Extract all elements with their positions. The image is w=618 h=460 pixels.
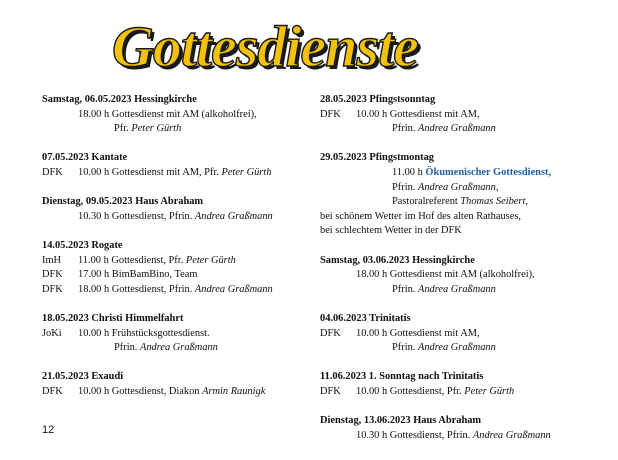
entry-heading: 29.05.2023 Pfingstmontag	[320, 152, 435, 164]
location-code: DFK	[42, 283, 63, 295]
pastor-name: Andrea Graßmann	[418, 342, 496, 354]
service-entry: 07.05.2023 Kantate DFK 10.00 h Gottesdienst mit AM, Pfr. Peter Gürth	[42, 151, 310, 180]
pastor-name: Andrea Graßmann	[194, 210, 273, 222]
entry-heading: 07.05.2023 Kantate	[42, 152, 128, 164]
service-entry: 28.05.2023 Pfingstsonntag DFK 10.00 h Gottesdienst mit AM, Pfrin. Andrea Graßmann	[320, 93, 610, 137]
entry-heading: 04.06.2023 Trinitatis	[320, 312, 411, 324]
location-code: DFK	[320, 108, 341, 120]
entry-heading: 11.06.2023 1. Sonntag nach Trinitatis	[320, 371, 484, 383]
location-code: DFK	[42, 385, 63, 397]
service-entry: 29.05.2023 Pfingstmontag 11.00 h Ökumenischer Gottesdienst, Pfrin. Andrea Graßmann, Pastoralreferent Thomas Seibert, bei schönem Wetter im Hof des alten Rathauses, bei schlechtem Wetter in der DFK	[320, 151, 610, 239]
service-entry: 11.06.2023 1. Sonntag nach Trinitatis DFK 10.00 h Gottesdienst, Pfr. Peter Gürth	[320, 370, 610, 399]
weather-note: bei schönem Wetter im Hof des alten Rathauses,	[320, 210, 521, 222]
service-entry: Dienstag, 13.06.2023 Haus Abraham 10.30 h Gottesdienst, Pfrin. Andrea Graßmann	[320, 414, 610, 443]
pastor-name: Thomas Seibert	[460, 196, 526, 208]
pastor-name: Andrea Graßmann	[418, 283, 496, 295]
page-number: 12	[42, 424, 55, 436]
location-code: ImH	[42, 254, 62, 266]
schedule-right-column	[320, 93, 610, 458]
location-code: DFK	[42, 166, 63, 178]
service-entry: Samstag, 03.06.2023 Hessingkirche 18.00 h Gottesdienst mit AM (alkoholfrei), Pfrin. Andrea Graßmann	[320, 254, 610, 298]
service-entry: 21.05.2023 Exaudi DFK 10.00 h Gottesdienst, Diakon Armin Raunigk	[42, 370, 310, 399]
pastor-name: Andrea Graßmann	[194, 283, 273, 295]
pastor-name: Peter Gürth	[221, 166, 272, 178]
pastor-name: Andrea Graßmann	[472, 429, 551, 441]
pastor-name: Peter Gürth	[464, 385, 515, 397]
service-entry: 14.05.2023 Rogate ImH 11.00 h Gottesdienst, Pfr. Peter Gürth DFK 17.00 h BimBamBino, Team DFK 18.00 h Gottesdienst, Pfrin. Andrea Graßmann	[42, 239, 310, 297]
location-code: JoKi	[42, 327, 62, 339]
service-line: 18.00 h Gottesdienst mit AM (alkoholfrei),	[78, 108, 257, 120]
service-entry: 04.06.2023 Trinitatis DFK 10.00 h Gottesdienst mit AM, Pfrin. Andrea Graßmann	[320, 312, 610, 356]
service-entry: 18.05.2023 Christi Himmelfahrt JoKi 10.00 h Frühstücksgottesdienst. Pfrin. Andrea Graßmann	[42, 312, 310, 356]
ecumenical-service-highlight: Ökumenischer Gottesdienst,	[425, 166, 552, 178]
pastor-name: Andrea Graßmann,	[418, 181, 499, 193]
location-code: DFK	[320, 385, 341, 397]
entry-heading: 18.05.2023 Christi Himmelfahrt	[42, 312, 184, 324]
pastor-name: Peter Gürth	[185, 254, 236, 266]
entry-heading: Samstag, 03.06.2023 Hessingkirche	[320, 254, 475, 266]
entry-heading: Dienstag, 13.06.2023 Haus Abraham	[320, 415, 482, 427]
entry-heading: Dienstag, 09.05.2023 Haus Abraham	[42, 196, 204, 208]
pastor-name: Peter Gürth	[131, 123, 182, 135]
weather-note: bei schlechtem Wetter in der DFK	[320, 225, 462, 237]
entry-heading: 14.05.2023 Rogate	[42, 239, 123, 251]
pastor-name: Andrea Graßmann	[418, 123, 496, 135]
service-entry: Samstag, 06.05.2023 Hessingkirche 18.00 h Gottesdienst mit AM (alkoholfrei), Pfr. Peter Gürth	[42, 93, 310, 137]
entry-heading: 28.05.2023 Pfingstsonntag	[320, 94, 436, 105]
location-code: DFK	[42, 269, 63, 281]
location-code: DFK	[320, 327, 341, 339]
service-entry: Dienstag, 09.05.2023 Haus Abraham 10.30 h Gottesdienst, Pfrin. Andrea Graßmann	[42, 195, 310, 224]
entry-heading: 21.05.2023 Exaudi	[42, 371, 124, 383]
page-title: Gottesdienste	[112, 14, 418, 79]
pastor-name: Andrea Graßmann	[140, 342, 218, 354]
entry-heading: Samstag, 06.05.2023 Hessingkirche	[42, 94, 197, 105]
schedule-left-column	[42, 93, 310, 414]
pastor-name: Armin Raunigk	[202, 385, 266, 397]
